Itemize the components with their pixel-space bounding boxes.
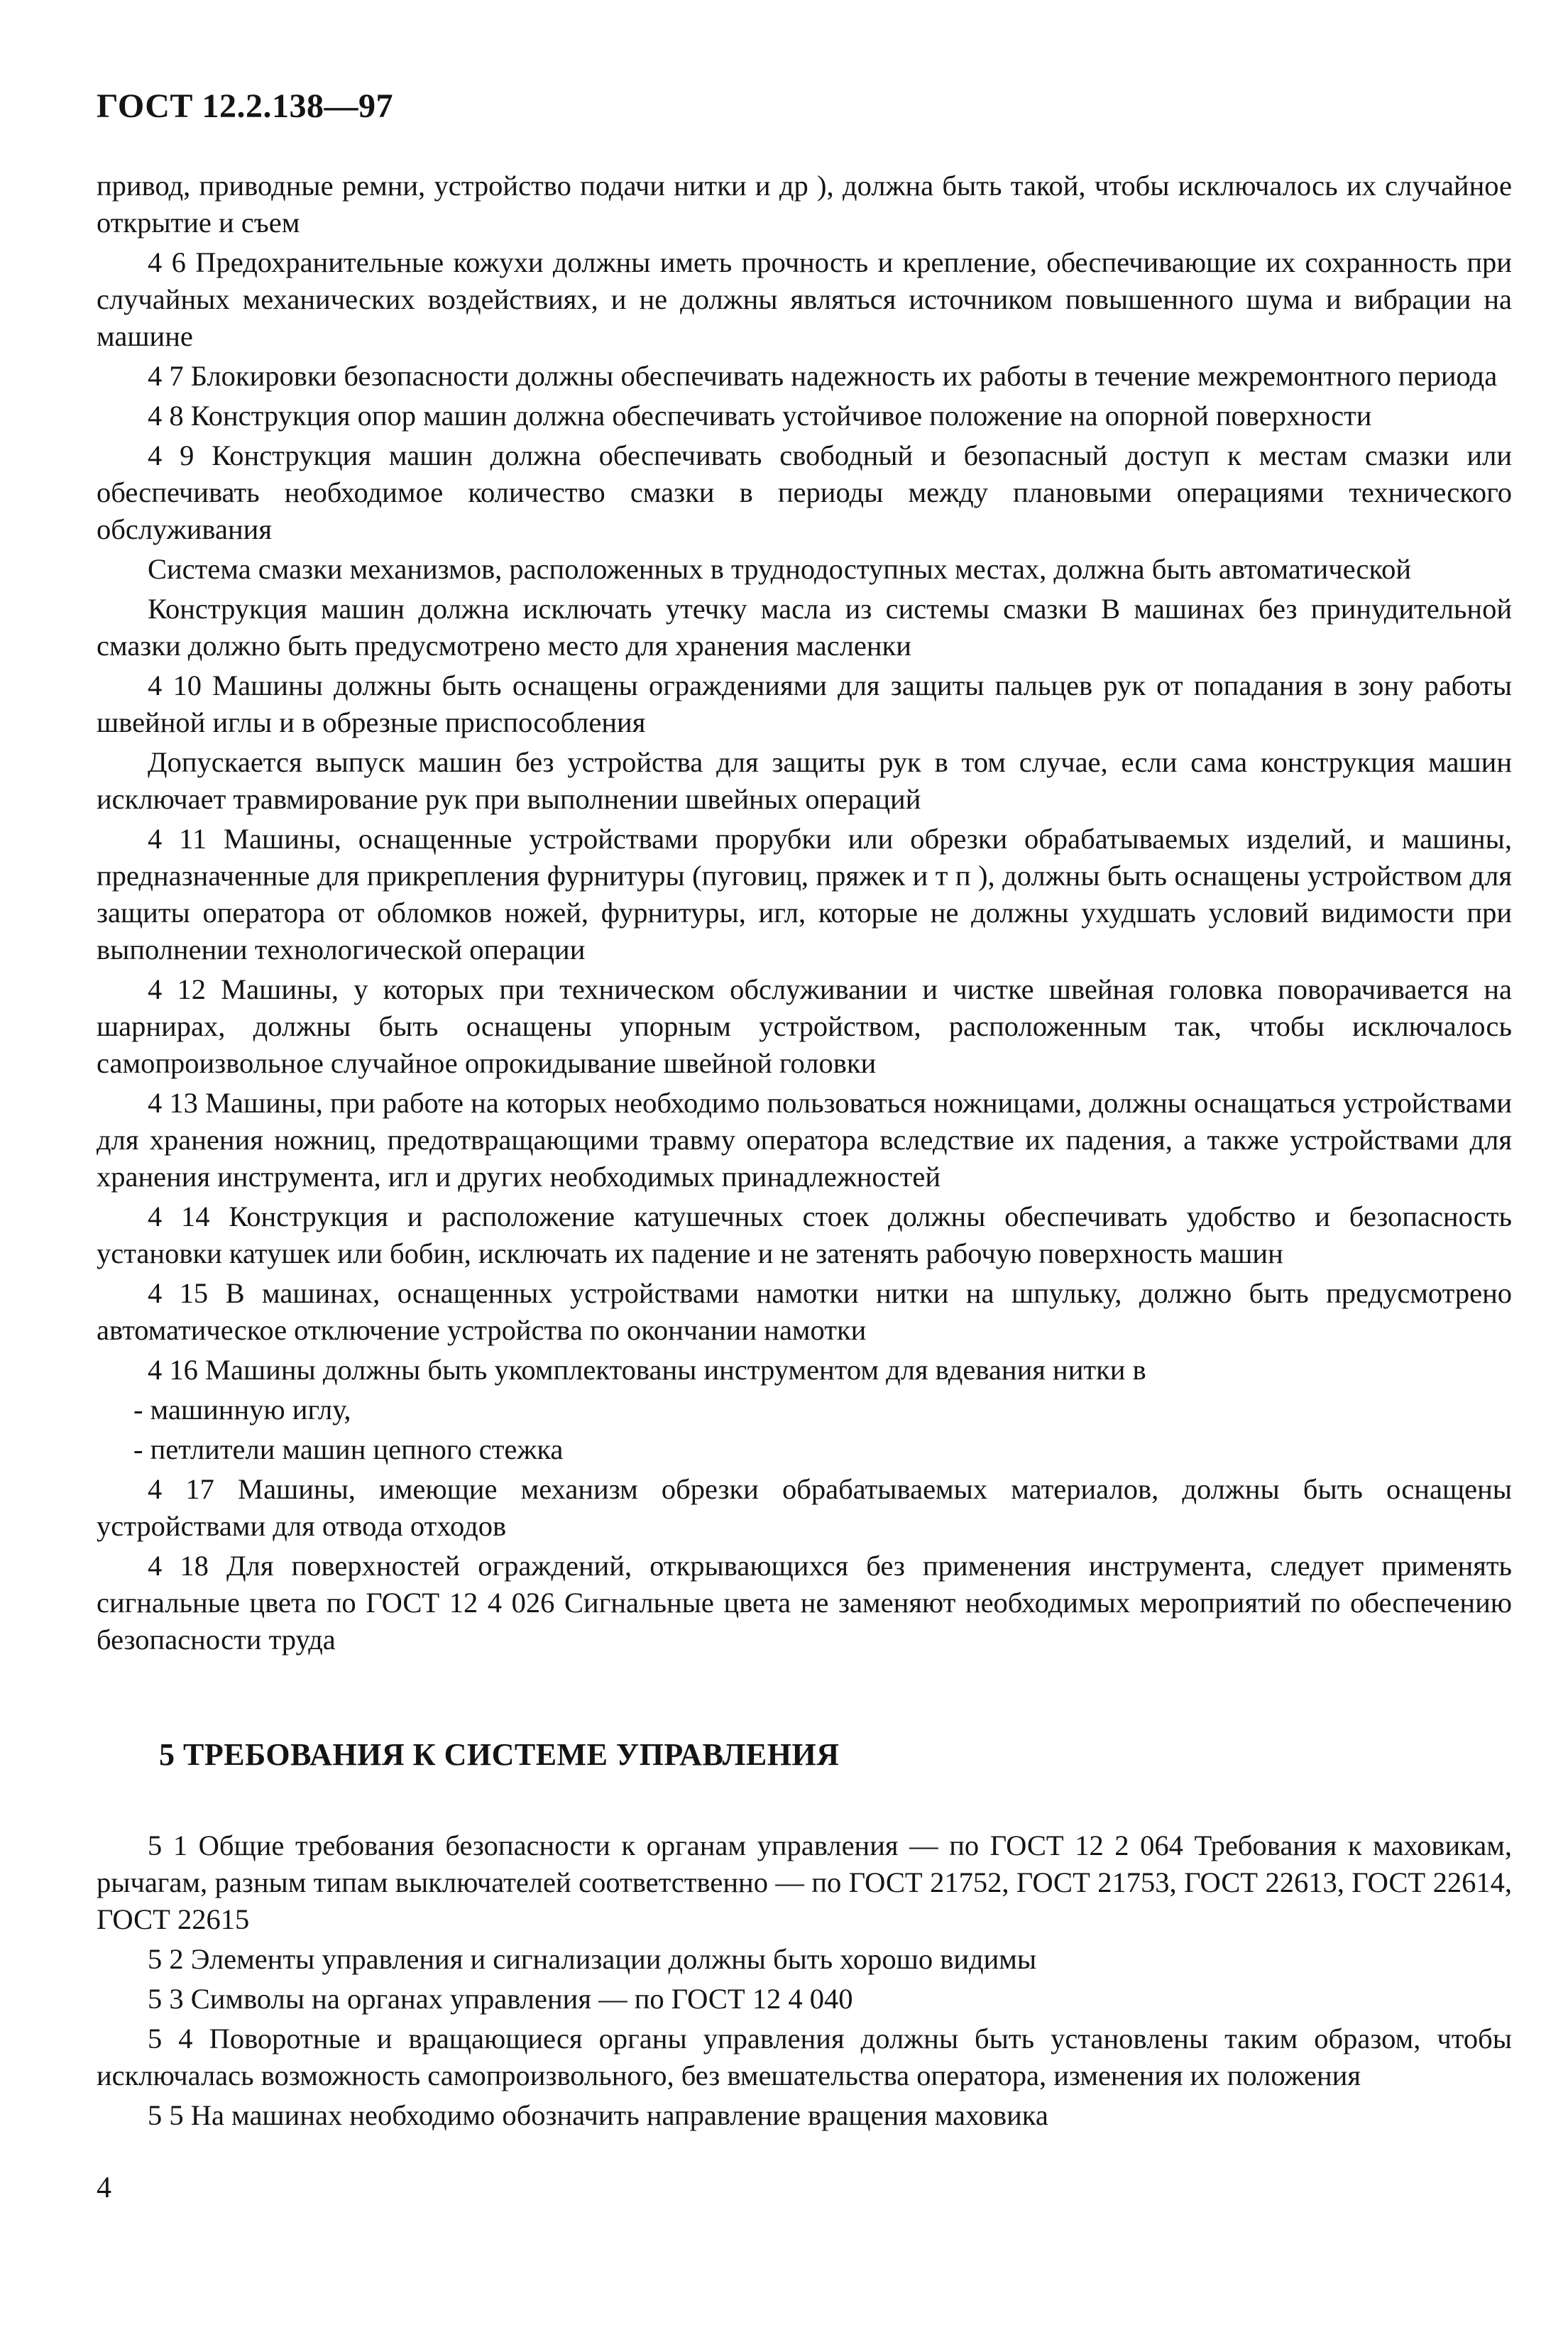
paragraph-4-15: 4 15 В машинах, оснащенных устройствами намотки нитки на шпульку, должно быть предусмотрено автоматическое отключение устройства по окончании намотки: [97, 1277, 1512, 1346]
paragraph-4-6: 4 6 Предохранительные кожухи должны иметь прочность и крепление, обеспечивающие их сохранность при случайных механических воздействиях, и не должны являться источником повышенного шума и вибрации на машине: [97, 246, 1512, 352]
paragraph-4-12: 4 12 Машины, у которых при техническом обслуживании и чистке швейная головка поворачивается на шарнирах, должны быть оснащены упорным устройством, расположенным так, чтобы исключалось самопроизвольное случайное опрокидывание швейной головки: [97, 973, 1512, 1079]
paragraph-4-9: 4 9 Конструкция машин должна обеспечивать свободный и безопасный доступ к местам смазки или обеспечивать необходимое количество смазки в периоды между плановыми операциями технического обслуживания: [97, 439, 1512, 545]
dash-list-item: - петлители машин цепного стежка: [133, 1433, 564, 1465]
paragraph-4-11: 4 11 Машины, оснащенные устройствами прорубки или обрезки обрабатываемых изделий, и машины, предназначенные для прикрепления фурнитуры (пуговиц, пряжек и т п ), должны быть оснащены устройством для защиты оператора от обломков ножей, фурнитуры, игл, которые не должны ухудшать условий видимости при выполнении технологической операции: [97, 823, 1512, 965]
paragraph-4-10: 4 10 Машины должны быть оснащены ограждениями для защиты пальцев рук от попадания в зону работы швейной иглы и в обрезные приспособления: [97, 669, 1512, 738]
paragraph-4-14: 4 14 Конструкция и расположение катушечных стоек должны обеспечивать удобство и безопасность установки катушек или бобин, исключать их падение и не затенять рабочую поверхность машин: [97, 1200, 1512, 1269]
paragraph-4-17: 4 17 Машины, имеющие механизм обрезки обрабатываемых материалов, должны быть оснащены устройствами для отвода отходов: [97, 1473, 1512, 1542]
paragraph-5-4: 5 4 Поворотные и вращающиеся органы управления должны быть установлены таким образом, чтобы исключалась возможность самопроизвольного, без вмешательства оператора, изменения их положения: [97, 2023, 1512, 2091]
paragraph-4-18: 4 18 Для поверхностей ограждений, открывающихся без применения инструмента, следует применять сигнальные цвета по ГОСТ 12 4 026 Сигнальные цвета не заменяют необходимых мероприятий по обеспечению безопасности труда: [97, 1550, 1512, 1656]
paragraph-4-7: 4 7 Блокировки безопасности должны обеспечивать надежность их работы в течение межремонтного периода: [148, 360, 1498, 392]
paragraph-4-16: 4 16 Машины должны быть укомплектованы инструментом для вдевания нитки в: [148, 1354, 1146, 1386]
document-body: [97, 168, 1512, 2137]
document-code-header: ГОСТ 12.2.138—97: [97, 87, 393, 125]
paragraph-continuation: привод, приводные ремни, устройство подачи нитки и др ), должна быть такой, чтобы исключалось их случайное открытие и съем: [97, 170, 1512, 239]
paragraph-5-2: 5 2 Элементы управления и сигнализации должны быть хорошо видимы: [148, 1943, 1037, 1975]
dash-list-item: - машинную иглу,: [133, 1394, 351, 1426]
paragraph-5-5: 5 5 На машинах необходимо обозначить направление вращения маховика: [148, 2099, 1048, 2131]
paragraph-oil-leak: Конструкция машин должна исключать утечку масла из системы смазки В машинах без принудительной смазки должно быть предусмотрено место для хранения масленки: [97, 593, 1512, 662]
paragraph-hand-protection-exception: Допускается выпуск машин без устройства для защиты рук в том случае, если сама конструкция машин исключает травмирование рук при выполнении швейных операций: [97, 746, 1512, 815]
paragraph-4-8: 4 8 Конструкция опор машин должна обеспечивать устойчивое положение на опорной поверхности: [148, 400, 1372, 432]
paragraph-lubrication-system: Система смазки механизмов, расположенных в труднодоступных местах, должна быть автоматической: [148, 553, 1412, 585]
page-number: 4: [97, 2172, 111, 2204]
paragraph-4-13: 4 13 Машины, при работе на которых необходимо пользоваться ножницами, должны оснащаться устройствами для хранения ножниц, предотвращающими травму оператора вследствие их падения, а также устройствами для хранения инструмента, игл и других необходимых принадлежностей: [97, 1087, 1512, 1193]
paragraph-5-1: 5 1 Общие требования безопасности к органам управления — по ГОСТ 12 2 064 Требования к маховикам, рычагам, разным типам выключателей соответственно — по ГОСТ 21752, ГОСТ 21753, ГОСТ 22613, ГОСТ 22614, ГОСТ 22615: [97, 1829, 1512, 1935]
section-heading: 5 ТРЕБОВАНИЯ К СИСТЕМЕ УПРАВЛЕНИЯ: [159, 1737, 840, 1772]
paragraph-5-3: 5 3 Символы на органах управления — по ГОСТ 12 4 040: [148, 1983, 853, 2015]
